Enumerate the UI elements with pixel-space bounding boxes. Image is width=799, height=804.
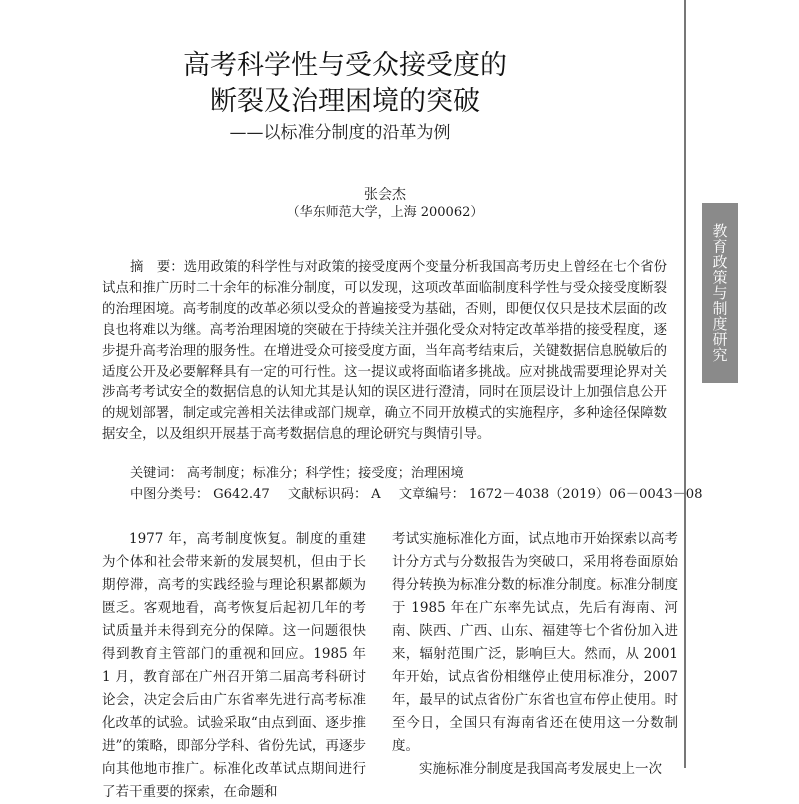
abstract — [102, 258, 667, 446]
clc-label: 中图分类号： — [130, 487, 210, 502]
abstract-label: 摘 要： — [130, 260, 184, 275]
body-left-column: 1977 年，高考制度恢复。制度的重建为个体和社会带来新的发展契机，但由于长期停滞，高考的实践经验与理论积累都颇为匮乏。客观地看，高考恢复后起初几年的考试质量并未得到充分的保障。这一问题很快得到教育主管部门的重视和回应。1985 年 1 月，教育部在广州召开第二届高考科研讨论会，决定会后由广东省率先进行高考标准化改革的试验。试验采取“由点到面、逐步推进”的策略，即部分学科、省份先试，再逐步向其他地市推广。标准化改革试点期间进行了若干重要的探索，在命题和 — [102, 531, 366, 800]
doc-code-value: A — [371, 487, 381, 502]
author-affiliation: （华东师范大学，上海 200062） — [286, 205, 484, 220]
abstract-text: 选用政策的科学性与对政策的接受度两个变量分析我国高考历史上曾经在七个省份试点和推广历时二十余年的标准分制度，可以发现，这项改革面临制度科学性与受众接受度断裂的治理困境。高考制度的改革必须以受众的普遍接受为基础，否则，即便仅仅只是技术层面的改良也将难以为继。高考治理困境的突破在于持续关注并强化受众对特定改革举措的接受程度，逐步提升高考治理的服务性。在增进受众可接受度方面，当年高考结束后，关键数据信息脱敏后的适度公开及必要解释具有一定的可行性。这一提议或将面临诸多挑战。应对挑战需要理论界对关涉高考考试安全的数据信息的认知尤其是认知的误区进行澄清，同时在顶层设计上加强信息公开的规划部署，制定或完善相关法律或部门规章，确立不同开放模式的实施程序，多种途径保障数据安全，以及组织开展基于高考数据信息的理论研究与舆情引导。 — [102, 260, 668, 443]
article-subtitle: ——以标准分制度的沿革为例 — [229, 123, 451, 143]
margin-rule — [684, 0, 686, 768]
title-line-2: 断裂及治理困境的突破 — [210, 86, 480, 117]
article-number-label: 文章编号： — [398, 487, 465, 502]
body-paragraph: 考试实施标准化方面，试点地市开始探索以高考计分方式与分数报告为突破口，采用将卷面原始得分转换为标准分数的标准分制度。标准分制度于 1985 年在广东率先试点，先后有海南、河南、陕西、广西、山东、福建等七个省份加入进来，辐射范围广泛，影响巨大。然而，从 2001 年开始，试点省份相继停止使用标准分，2007 年，最早的试点省份广东省也宣布停止使用。时至今日，全国只有海南省还在使用这一分数制度。 — [392, 531, 678, 754]
clc-value: G642.47 — [213, 487, 270, 502]
doc-code-label: 文献标识码： — [288, 487, 368, 502]
body-right-column — [392, 528, 678, 781]
classification-line — [130, 484, 703, 505]
keywords-label: 关键词： — [130, 466, 183, 481]
section-tab-label: 教育政策与制度研究 — [710, 223, 729, 363]
section-tab — [702, 203, 738, 383]
keywords-text: 高考制度；标准分；科学性；接受度；治理困境 — [186, 466, 464, 481]
article-title — [140, 48, 550, 120]
article-number-value: 1672－4038（2019）06－0043－08 — [468, 487, 703, 502]
keywords — [130, 463, 690, 484]
body-paragraph: 实施标准分制度是我国高考发展史上一次 — [419, 761, 662, 777]
title-line-1: 高考科学性与受众接受度的 — [183, 50, 507, 81]
author-name: 张会杰 — [364, 187, 406, 203]
